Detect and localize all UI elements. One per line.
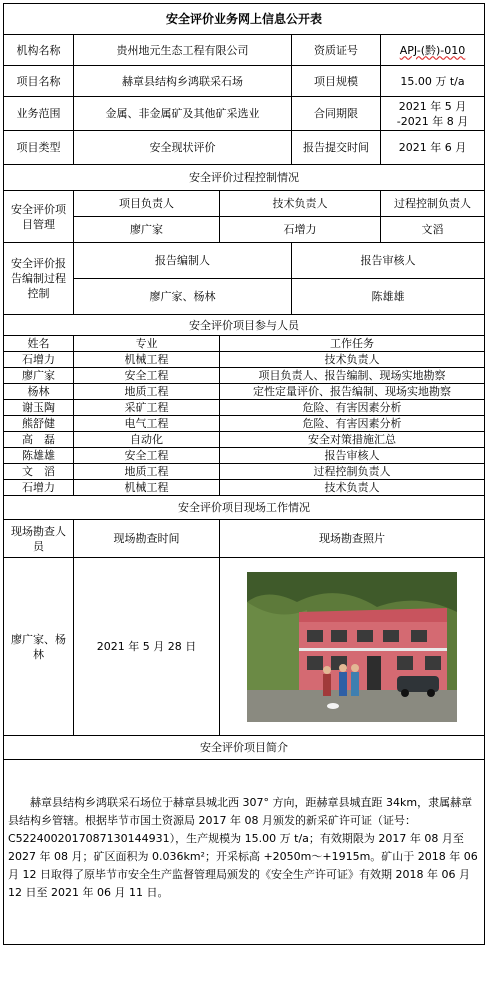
table-row: [4, 432, 485, 448]
participant-task: 危险、有害因素分析: [220, 400, 485, 416]
table-row: [4, 368, 485, 384]
disclosure-table: [3, 3, 485, 945]
process-lead: 文滔: [381, 217, 485, 243]
participant-major: 机械工程: [74, 352, 220, 368]
table-row: [4, 448, 485, 464]
tech-lead: 石增力: [220, 217, 381, 243]
task-header: 工作任务: [220, 336, 485, 352]
site-heading: 安全评价项目现场工作情况: [4, 496, 485, 520]
participant-task: 安全对策措施汇总: [220, 432, 485, 448]
participant-task: 项目负责人、报告编制、现场实地勘察: [220, 368, 485, 384]
participants-heading: 安全评价项目参与人员: [4, 315, 485, 336]
table-row: [4, 400, 485, 416]
cert-value: APJ-(黔)-010: [399, 43, 466, 57]
org-value: 贵州地元生态工程有限公司: [74, 35, 292, 66]
participant-name: 高 磊: [4, 432, 74, 448]
participant-major: 安全工程: [74, 368, 220, 384]
project-value: 赫章县结构乡鸿联采石场: [74, 66, 292, 97]
participant-major: 电气工程: [74, 416, 220, 432]
project-lead-header: 项目负责人: [74, 191, 220, 217]
scale-value: 15.00 万 t/a: [381, 66, 485, 97]
participant-major: 自动化: [74, 432, 220, 448]
report-label: 安全评价报告编制过程控制: [4, 243, 74, 315]
participant-name: 杨林: [4, 384, 74, 400]
participant-major: 地质工程: [74, 464, 220, 480]
type-label: 项目类型: [4, 131, 74, 165]
participant-major: 地质工程: [74, 384, 220, 400]
major-header: 专业: [74, 336, 220, 352]
cert-label: 资质证号: [292, 35, 381, 66]
participant-name: 谢玉陶: [4, 400, 74, 416]
participant-name: 廖广家: [4, 368, 74, 384]
period-label: 合同期限: [292, 97, 381, 131]
project-lead: 廖广家: [74, 217, 220, 243]
participant-name: 石增力: [4, 480, 74, 496]
project-label: 项目名称: [4, 66, 74, 97]
table-row: [4, 352, 485, 368]
participant-name: 石增力: [4, 352, 74, 368]
participant-major: 安全工程: [74, 448, 220, 464]
intro-text: 赫章县结构乡鸿联采石场位于赫章县城北西 307° 方向，距赫章县城直距 34km，隶属赫章县结构乡管辖。根据毕节市国土资源局 2017 年 08 月颁发的新采矿许可证（证号：C5224002017087130144931），生产规模为 15.00 万 t/a；有效期限为 2017 年 08 月至 2027 年 08 月；矿区面积为 0.036km²；开采标高 +2050m～+1915m。矿山于 2018 年 06 月 12 日取得了原毕节市安全生产监督管理局颁发的《安全生产许可证》有效期 2018 年 06 月 12 日至 2021 年 06 月 11 日。: [4, 760, 485, 945]
reviewer: 陈雄雄: [292, 279, 485, 315]
participant-name: 文 滔: [4, 464, 74, 480]
scope-label: 业务范围: [4, 97, 74, 131]
participant-task: 危险、有害因素分析: [220, 416, 485, 432]
page-title: 安全评价业务网上信息公开表: [4, 4, 485, 35]
disclosure-sheet: [3, 3, 484, 945]
table-row: [4, 480, 485, 496]
site-people: 廖广家、杨林: [4, 558, 74, 736]
table-row: [4, 384, 485, 400]
scale-label: 项目规模: [292, 66, 381, 97]
reviewer-header: 报告审核人: [292, 243, 485, 279]
site-people-header: 现场勘查人员: [4, 520, 74, 558]
participant-name: 陈雄雄: [4, 448, 74, 464]
participant-task: 定性定量评价、报告编制、现场实地勘察: [220, 384, 485, 400]
submit-value: 2021 年 6 月: [381, 131, 485, 165]
site-photo: [247, 572, 457, 722]
compiler: 廖广家、杨林: [74, 279, 292, 315]
name-header: 姓名: [4, 336, 74, 352]
scope-value: 金属、非金属矿及其他矿采选业: [74, 97, 292, 131]
period-value: 2021 年 5 月 -2021 年 8 月: [381, 97, 485, 131]
participant-name: 熊舒健: [4, 416, 74, 432]
site-time: 2021 年 5 月 28 日: [74, 558, 220, 736]
participant-task: 过程控制负责人: [220, 464, 485, 480]
compiler-header: 报告编制人: [74, 243, 292, 279]
submit-label: 报告提交时间: [292, 131, 381, 165]
process-lead-header: 过程控制负责人: [381, 191, 485, 217]
participant-major: 机械工程: [74, 480, 220, 496]
site-photo-image: [247, 572, 457, 722]
process-heading: 安全评价过程控制情况: [4, 165, 485, 191]
tech-lead-header: 技术负责人: [220, 191, 381, 217]
table-row: [4, 464, 485, 480]
mgmt-label: 安全评价项目管理: [4, 191, 74, 243]
org-label: 机构名称: [4, 35, 74, 66]
participant-task: 报告审核人: [220, 448, 485, 464]
site-time-header: 现场勘查时间: [74, 520, 220, 558]
participant-task: 技术负责人: [220, 352, 485, 368]
intro-heading: 安全评价项目简介: [4, 736, 485, 760]
participant-major: 采矿工程: [74, 400, 220, 416]
site-photo-header: 现场勘查照片: [220, 520, 485, 558]
type-value: 安全现状评价: [74, 131, 292, 165]
table-row: [4, 416, 485, 432]
participant-task: 技术负责人: [220, 480, 485, 496]
